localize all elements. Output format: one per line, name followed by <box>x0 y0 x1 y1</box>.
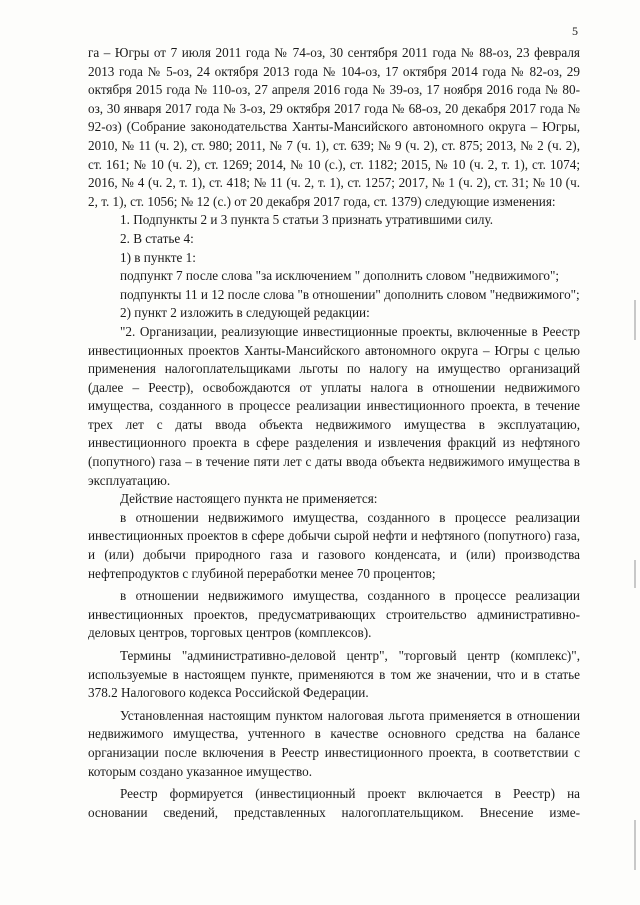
paragraph-item-1: 1. Подпункты 2 и 3 пункта 5 статьи 3 признать утратившими силу. <box>120 212 494 228</box>
paragraph-subpoints-11-12: подпункты 11 и 12 после слова "в отношении" дополнить словом "недвижимого"; <box>120 286 580 302</box>
document-body <box>88 44 580 822</box>
paragraph-oil-gas-exclusion: в отношении недвижимого имущества, созданного в процессе реализации инвестиционных проектов в сфере добычи сырой нефти и нефтяного (попутного) газа, и (или) добычи природного газа и газового конденсата, и (или) производства нефтепродуктов с глубиной переработки менее 70 процентов; <box>88 509 580 581</box>
paragraph-benefit-applies: Установленная настоящим пунктом налоговая льгота применяется в отношении недвижимого имущества, учтенного в качестве основного средства на балансе организации после включения в Реестр инвестиционного проекта, в соответствии с которым создано указанное имущество. <box>88 707 580 779</box>
scan-edge-mark <box>634 300 636 340</box>
paragraph-amended-acts: га – Югры от 7 июля 2011 года № 74-оз, 30 сентября 2011 года № 88-оз, 23 февраля 2013 года № 5-оз, 24 октября 2013 года № 104-оз, 17 октября 2014 года № 82-оз, 29 октября 2015 года № 110-оз, 27 апреля 2016 года № 39-оз, 17 ноября 2016 года № 80-оз, 30 января 2017 года № 3-оз, 29 октября 2017 года № 68-оз, 20 декабря 2017 года № 92-оз) (Собрание законодательства Ханты-Мансийского автономного округа – Югры, 2010, № 11 (ч. 2), ст. 980; 2011, № 7 (ч. 1), ст. 639; № 9 (ч. 2), ст. 875; 2013, № 2 (ч. 2), ст. 161; № 10 (ч. 2), ст. 1269; 2014, № 10 (с.), ст. 1182; 2015, № 10 (ч. 2, т. 1), ст. 1074; 2016, № 4 (ч. 2, т. 1), ст. 418; № 11 (ч. 2, т. 1), ст. 1257; 2017, № 1 (ч. 2), ст. 31; № 10 (ч. 2, т. 1), ст. 1056; № 12 (с.) от 20 декабря 2017 года, ст. 1379) следующие изменения: <box>88 45 580 209</box>
paragraph-subitem-2: 2) пункт 2 изложить в следующей редакции: <box>120 305 370 321</box>
paragraph-subitem-1: 1) в пункте 1: <box>120 249 196 265</box>
page-number: 5 <box>572 24 578 38</box>
paragraph-item-2: 2. В статье 4: <box>120 230 194 246</box>
paragraph-terms: Термины "административно-деловой центр", "торговый центр (комплекс)", используемые в настоящем пункте, применяются в том же значении, что и в статье 378.2 Налогового кодекса Российской Федерации. <box>88 648 580 701</box>
paragraph-not-applied: Действие настоящего пункта не применяется: <box>120 491 378 507</box>
scan-edge-mark <box>634 560 636 588</box>
paragraph-new-point-2: "2. Организации, реализующие инвестиционные проекты, включенные в Реестр инвестиционных проектов Ханты-Мансийского автономного округа – Югры с целью применения налогоплательщиками льготы по налогу на имущество организаций (далее – Реестр), освобождаются от уплаты налога в отношении недвижимого имущества, созданного в процессе реализации инвестиционного проекта, в течение трех лет с даты ввода объекта недвижимого имущества в эксплуатацию, инвестиционного проекта в сфере разделения и извлечения фракций из нефтяного (попутного) газа – в течение пяти лет с даты ввода объекта недвижимого имущества в эксплуатацию. <box>88 323 580 488</box>
paragraph-subpoint-7: подпункт 7 после слова "за исключением " дополнить словом "недвижимого"; <box>120 268 560 284</box>
paragraph-business-centers-exclusion: в отношении недвижимого имущества, созданного в процессе реализации инвестиционных проектов, предусматривающих строительство административно-деловых центров, торговых центров (комплексов). <box>88 588 580 641</box>
scan-edge-mark <box>634 820 636 870</box>
paragraph-registry-formation: Реестр формируется (инвестиционный проект включается в Реестр) на основании сведений, представленных налогоплательщиком. Внесение изме- <box>88 786 580 820</box>
